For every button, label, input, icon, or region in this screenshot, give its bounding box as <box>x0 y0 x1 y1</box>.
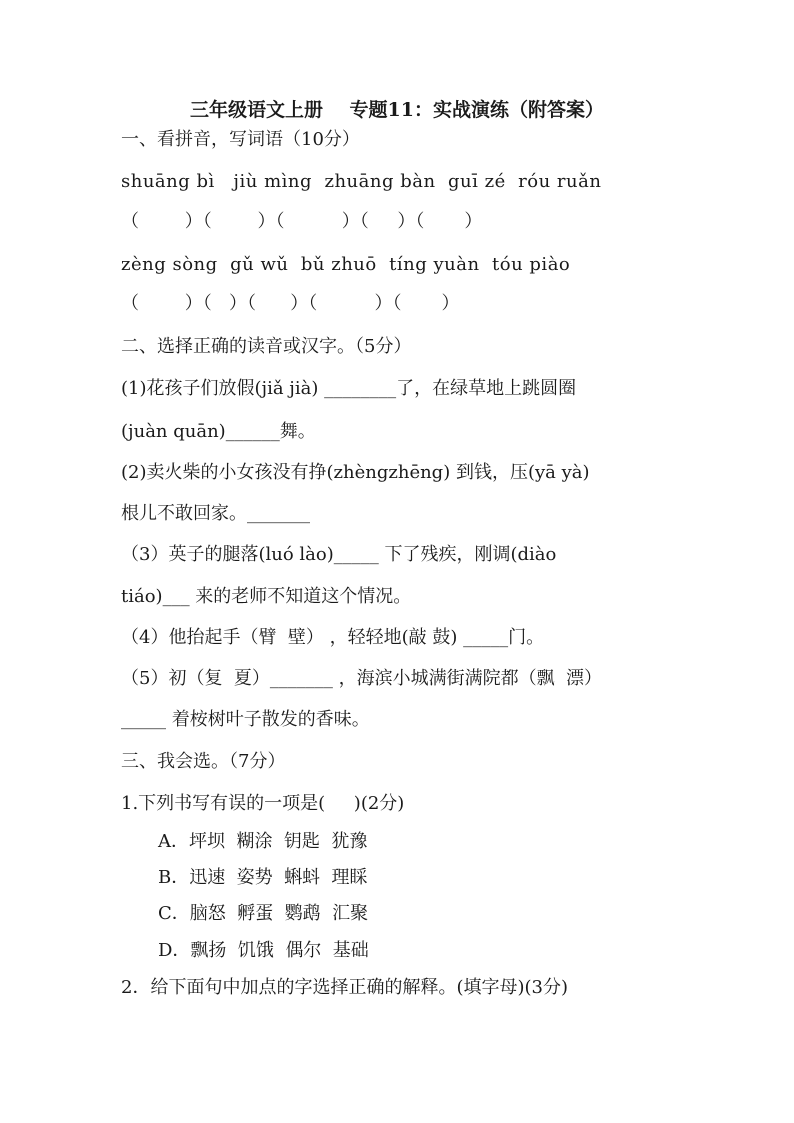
section2-line: （3）英子的腿落(luó lào)_____ 下了残疾，刚调(diào <box>121 544 557 565</box>
page-title: 三年级语文上册 专题11：实战演练（附答案） <box>190 99 604 121</box>
section2-line: （4）他抬起手（臂 壁） ，轻轻地(敲 鼓) _____门。 <box>121 627 545 648</box>
answer-parens-row-2: （ ）（ ）（ ）（ ）（ ） <box>121 293 460 314</box>
pinyin-row-2: zèng sòng gǔ wǔ bǔ zhuō tíng yuàn tóu piào <box>121 254 571 275</box>
section2-heading: 二、选择正确的读音或汉字。（5分） <box>121 336 412 357</box>
section2-line: (1)花孩子们放假(jiǎ jià) ________了，在绿草地上跳圆圈 <box>121 378 577 399</box>
section2-line: 根儿不敢回家。_______ <box>121 503 310 524</box>
question-2: 2．给下面句中加点的字选择正确的解释。(填字母)(3分) <box>121 977 568 998</box>
section1-heading: 一、看拼音，写词语（10分） <box>121 129 360 150</box>
answer-parens-row-1: （ ）（ ）（ ）（ ）（ ） <box>121 211 483 232</box>
section3-heading: 三、我会选。（7分） <box>121 751 286 772</box>
section2-line: _____ 着桉树叶子散发的香味。 <box>121 709 370 730</box>
question-1: 1.下列书写有误的一项是( )(2分) <box>121 793 405 814</box>
option-b: B．迅速 姿势 蝌蚪 理睬 <box>158 867 368 888</box>
section2-line: （5）初（复 夏）_______ ，海滨小城满街满院都（飘 漂） <box>121 668 603 689</box>
option-a: A．坪坝 糊涂 钥匙 犹豫 <box>158 831 368 852</box>
pinyin-row-1: shuāng bì jiù mìng zhuāng bàn guī zé róu ruǎn <box>121 171 602 192</box>
section2-line: (2)卖火柴的小女孩没有挣(zhèngzhēng) 到钱，压(yā yà) <box>121 462 590 483</box>
option-c: C．脑怒 孵蛋 鹦鹉 汇聚 <box>158 903 369 924</box>
section2-line: tiáo)___ 来的老师不知道这个情况。 <box>121 586 412 607</box>
option-d: D．飘扬 饥饿 偶尔 基础 <box>158 940 369 961</box>
section2-line: (juàn quān)______舞。 <box>121 421 316 442</box>
